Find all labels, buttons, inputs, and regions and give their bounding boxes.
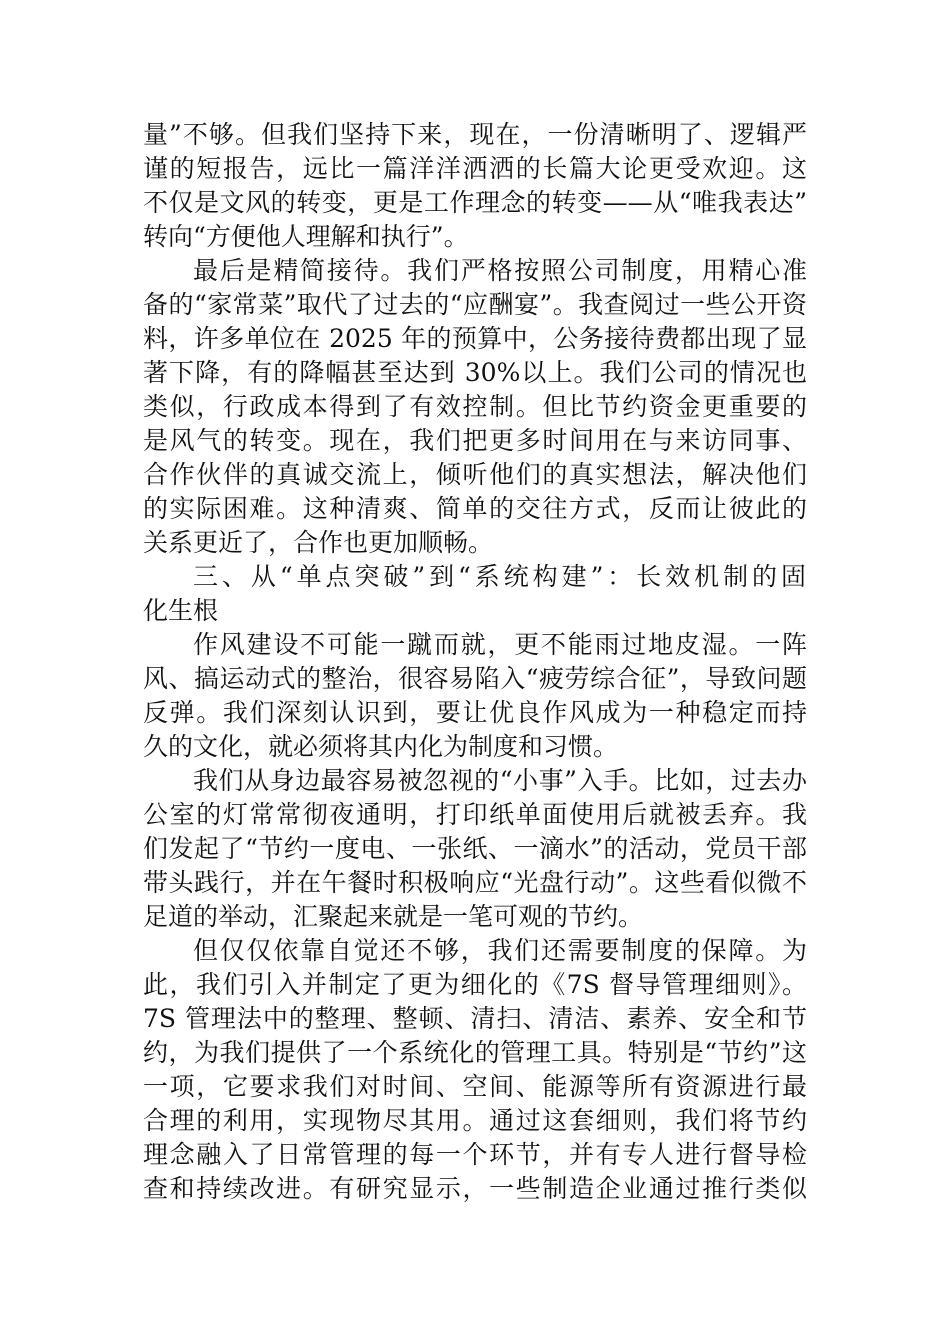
text-line: 关系更近了，合作也更加顺畅。	[143, 528, 494, 557]
text-line: 转向“方便他人理解和执行”。	[143, 222, 469, 251]
text-line: 合理的利用，实现物尽其用。通过这套细则，我们将节约	[143, 1106, 807, 1135]
section-heading	[143, 560, 807, 628]
text-line: 我们从身边最容易被忽视的“小事”入手。比如，过去办	[193, 766, 807, 795]
text-line: 7S 管理法中的整理、整顿、清扫、清洁、素养、安全和节	[143, 1004, 807, 1033]
paragraph	[143, 118, 807, 254]
text-line: 公室的灯常常彻夜通明，打印纸单面使用后就被丢弃。我	[143, 800, 807, 829]
text-line: 谨的短报告，远比一篇洋洋洒洒的长篇大论更受欢迎。这	[143, 154, 807, 183]
text-line: 不仅是文风的转变，更是工作理念的转变——从“唯我表达”	[143, 188, 807, 217]
text-line: 合作伙伴的真诚交流上，倾听他们的真实想法，解决他们	[143, 460, 807, 489]
text-line: 著下降，有的降幅甚至达到 30%以上。我们公司的情况也	[143, 358, 807, 387]
text-line: 是风气的转变。现在，我们把更多时间用在与来访同事、	[143, 426, 807, 455]
text-line: 类似，行政成本得到了有效控制。但比节约资金更重要的	[143, 392, 807, 421]
paragraph	[143, 254, 807, 560]
text-line: 量”不够。但我们坚持下来，现在，一份清晰明了、逻辑严	[143, 120, 807, 149]
text-line: 理念融入了日常管理的每一个环节，并有专人进行督导检	[143, 1140, 807, 1169]
text-line: 风、搞运动式的整治，很容易陷入“疲劳综合征”，导致问题	[143, 664, 807, 693]
text-line: 一项，它要求我们对时间、空间、能源等所有资源进行最	[143, 1072, 807, 1101]
text-line: 查和持续改进。有研究显示，一些制造企业通过推行类似	[143, 1174, 807, 1203]
text-line: 足道的举动，汇聚起来就是一笔可观的节约。	[143, 902, 644, 931]
heading-line: 化生根	[143, 596, 219, 625]
text-line: 反弹。我们深刻认识到，要让优良作风成为一种稳定而持	[143, 698, 807, 727]
text-line: 料，许多单位在 2025 年的预算中，公务接待费都出现了显	[143, 324, 807, 353]
text-line: 此，我们引入并制定了更为细化的《7S 督导管理细则》。	[143, 970, 807, 999]
text-line: 但仅仅依靠自觉还不够，我们还需要制度的保障。为	[193, 936, 807, 965]
text-line: 带头践行，并在午餐时积极响应“光盘行动”。这些看似微不	[143, 868, 807, 897]
paragraph	[143, 934, 807, 1206]
text-line: 备的“家常菜”取代了过去的“应酬宴”。我查阅过一些公开资	[143, 290, 807, 319]
text-line: 的实际困难。这种清爽、简单的交往方式，反而让彼此的	[143, 494, 807, 523]
text-line: 作风建设不可能一蹴而就，更不能雨过地皮湿。一阵	[193, 630, 807, 659]
text-line: 约，为我们提供了一个系统化的管理工具。特别是“节约”这	[143, 1038, 807, 1067]
text-line: 最后是精简接待。我们严格按照公司制度，用精心准	[193, 256, 807, 285]
text-line: 久的文化，就必须将其内化为制度和习惯。	[143, 732, 619, 761]
text-line: 们发起了“节约一度电、一张纸、一滴水”的活动，党员干部	[143, 834, 807, 863]
paragraph	[143, 764, 807, 934]
paragraph	[143, 628, 807, 764]
heading-line: 三、从“单点突破”到“系统构建”：长效机制的固	[193, 562, 807, 591]
document-page	[143, 118, 807, 1206]
